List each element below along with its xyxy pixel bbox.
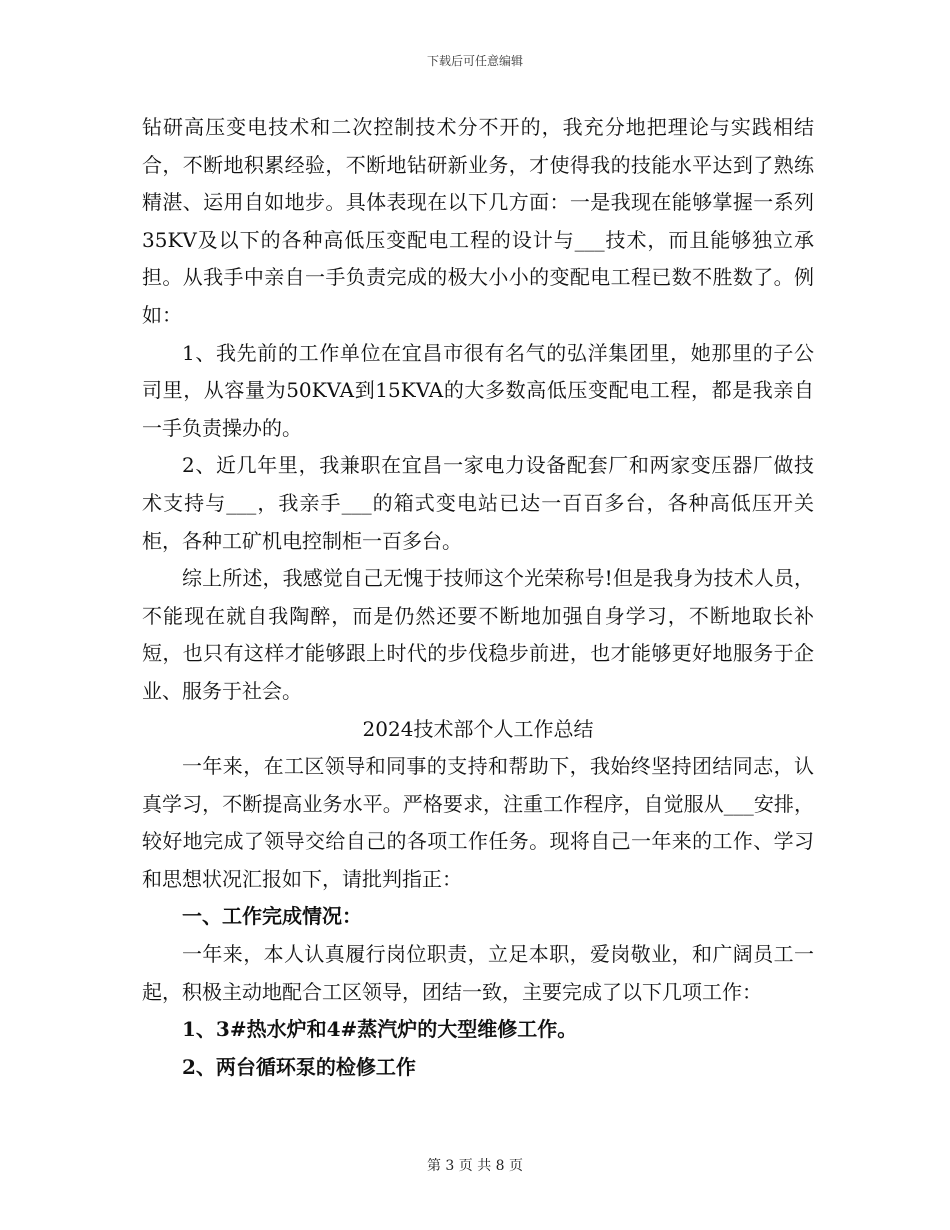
document-body bbox=[142, 109, 814, 1086]
section-title: 2024技术部个人工作总结 bbox=[362, 716, 594, 741]
paragraph-intro: 一年来，在工区领导和同事的支持和帮助下，我始终坚持团结同志，认真学习，不断提高业务水平。严格要求，注重工作程序，自觉服从___安排，较好地完成了领导交给自己的各项工作任务。现将自己一年来的工作、学习和思想状况汇报如下，请批判指正： bbox=[142, 754, 814, 891]
heading-work-completion: 一、工作完成情况： bbox=[182, 904, 362, 929]
list-item-1: 1、3#热水炉和4#蒸汽炉的大型维修工作。 bbox=[182, 1017, 578, 1042]
paragraph-conclusion: 综上所述，我感觉自己无愧于技师这个光荣称号!但是我身为技术人员，不能现在就自我陶醉，而是仍然还要不断地加强自身学习，不断地取长补短，也只有这样才能够跟上时代的步伐稳步前进，也才能够更好地服务于企业、服务于社会。 bbox=[142, 566, 814, 703]
paragraph-example-2: 2、近几年里，我兼职在宜昌一家电力设备配套厂和两家变压器厂做技术支持与___，我亲手___的箱式变电站已达一百百多台，各种高低压开关柜，各种工矿机电控制柜一百多台。 bbox=[142, 453, 814, 553]
list-item-2: 2、两台循环泵的检修工作 bbox=[182, 1054, 416, 1079]
page-header: 下载后可任意编辑 bbox=[426, 54, 523, 68]
paragraph-continuation: 钻研高压变电技术和二次控制技术分不开的，我充分地把理论与实践相结合，不断地积累经验，不断地钻研新业务，才使得我的技能水平达到了熟练精湛、运用自如地步。具体表现在以下几方面：一是我现在能够掌握一系列35KV及以下的各种高低压变配电工程的设计与___技术，而且能够独立承担。从我手中亲自一手负责完成的极大小小的变配电工程已数不胜数了。例如： bbox=[142, 115, 814, 327]
paragraph-example-1: 1、我先前的工作单位在宜昌市很有名气的弘洋集团里，她那里的子公司里，从容量为50KVA到15KVA的大多数高低压变配电工程，都是我亲自一手负责操办的。 bbox=[142, 340, 814, 440]
page-footer: 第 3 页 共 8 页 bbox=[426, 1158, 524, 1174]
paragraph-work-summary: 一年来，本人认真履行岗位职责，立足本职，爱岗敬业，和广阔员工一起，积极主动地配合工区领导，团结一致，主要完成了以下几项工作： bbox=[142, 942, 814, 1004]
